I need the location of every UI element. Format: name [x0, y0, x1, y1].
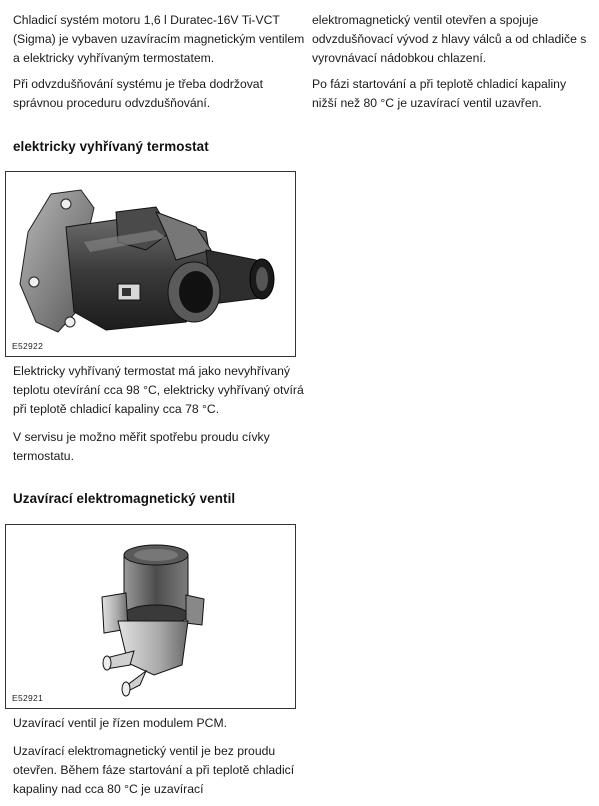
thermostat-figure [5, 171, 296, 357]
thermostat-illustration [6, 172, 295, 356]
section-heading-valve: Uzavírací elektromagnetický ventil [13, 491, 236, 506]
valve-paragraph-2: Uzavírací elektromagnetický ventil je bez proudu otevřen. Během fáze startování a při teplotě chladicí kapaliny nad cca 80 °C je uzavírací [13, 744, 295, 796]
section-heading-thermostat: elektricky vyhřívaný termostat [13, 139, 209, 154]
right-paragraph-2: Po fázi startování a při teplotě chladicí kapaliny nižší než 80 °C je uzavírací ventil uzavřen. [312, 77, 567, 110]
valve-figure [5, 524, 296, 709]
valve-paragraph-1: Uzavírací ventil je řízen modulem PCM. [13, 716, 228, 730]
intro-paragraph-2: Při odvzdušňování systému je třeba dodržovat správnou proceduru odvzdušňování. [13, 77, 263, 110]
figure-code-e52922: E52922 [12, 341, 44, 351]
thermostat-paragraph-1: Elektricky vyhřívaný termostat má jako nevyhřívaný teplotu otevírání cca 98 °C, elektricky vyhřívaný otvírá při teplotě chladicí kapaliny cca 78 °C. [13, 364, 304, 416]
figure-code-e52921: E52921 [12, 693, 44, 703]
thermostat-paragraph-2: V servisu je možno měřit spotřebu proudu cívky termostatu. [13, 430, 270, 463]
intro-paragraph-1: Chladicí systém motoru 1,6 l Duratec-16V Ti-VCT (Sigma) je vybaven uzavíracím magnetickým ventilem a elektricky vyhřívaným termostatem. [13, 13, 305, 65]
valve-illustration [6, 525, 295, 708]
right-paragraph-1: elektromagnetický ventil otevřen a spojuje odvzdušňovací vývod z hlavy válců a od chladiče s vyrovnávací nádobkou chlazení. [312, 13, 587, 65]
